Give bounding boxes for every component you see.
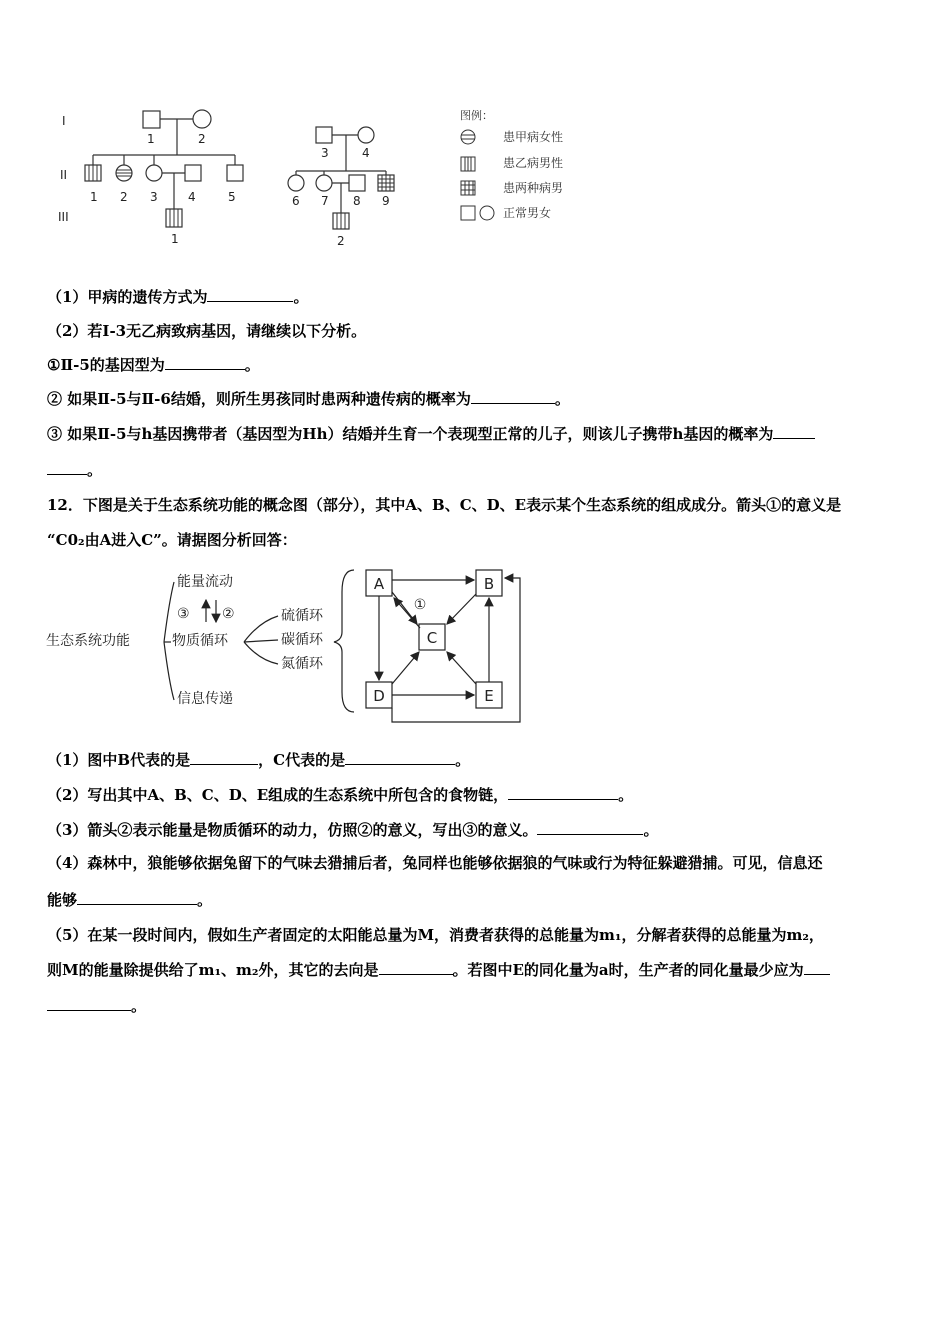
num-label: 1 [147, 132, 155, 146]
punct: 。 [618, 786, 634, 804]
gen-label-I: I [62, 114, 66, 128]
q11-part1-text: （1）甲病的遗传方式为 [47, 288, 208, 306]
q11-part2-sub1 [47, 355, 260, 375]
gen-label-III: III [58, 210, 69, 224]
punct: 。 [455, 751, 471, 769]
q11-part2: （2）若I-3无乙病致病基因，请继续以下分析。 [47, 322, 367, 340]
q12-part4-cont [47, 890, 212, 910]
pedigree-female-I4 [358, 127, 374, 143]
root-label: 生态系统功能 [46, 633, 130, 649]
arrow1-label: ① [413, 597, 427, 613]
num-label: 4 [362, 146, 370, 160]
q12-part5-text-b: 则M的能量除提供给了m₁、m₂外，其它的去向是 [47, 961, 379, 979]
answer-blank[interactable] [47, 460, 87, 475]
sulfur-cycle-label: 硫循环 [281, 608, 323, 624]
pedigree-male-I1 [143, 111, 160, 128]
punct: 。 [244, 356, 260, 374]
node-A: A [373, 575, 385, 593]
answer-blank[interactable] [207, 287, 293, 302]
arrow3-label: ③ [177, 606, 190, 622]
pedigree-female-I2 [193, 110, 211, 128]
num-label: 9 [382, 194, 390, 208]
nitrogen-cycle-label: 氮循环 [281, 656, 323, 672]
legend-item: 正常男女 [503, 206, 552, 220]
num-label: 2 [120, 190, 128, 204]
node-E: E [484, 687, 494, 705]
q12-part5-line2 [47, 960, 830, 980]
legend-item: 患两种病男 [503, 181, 564, 195]
q12-intro-line1: 12．下图是关于生态系统功能的概念图（部分），其中A、B、C、D、E表示某个生态系统的组成成分。箭头①的意义是 [47, 496, 842, 514]
carbon-cycle-label: 碳循环 [281, 632, 323, 648]
legend-item: 患乙病男性 [503, 156, 564, 170]
q11-sub1-text: ①Ⅱ-5的基因型为 [47, 356, 165, 374]
num-label: 8 [353, 194, 361, 208]
q12-part4-text-b: 能够 [47, 891, 78, 909]
punct: 。 [643, 821, 659, 839]
q11-sub2-text: ② 如果Ⅱ-5与Ⅱ-6结婚，则所生男孩同时患两种遗传病的概率为 [47, 390, 471, 408]
pedigree-male-II5 [227, 165, 243, 181]
answer-blank[interactable] [379, 960, 453, 975]
num-label: 5 [228, 190, 236, 204]
pedigree-female-II6 [288, 175, 304, 191]
node-C: C [426, 629, 438, 647]
answer-blank[interactable] [190, 750, 258, 765]
pedigree-legend [460, 108, 563, 220]
matter-cycle-label: 物质循环 [172, 633, 228, 649]
num-label: 4 [188, 190, 196, 204]
gen-label-II: II [60, 168, 68, 182]
energy-flow-label: 能量流动 [177, 574, 233, 590]
answer-blank[interactable] [77, 890, 197, 905]
node-B: B [483, 575, 495, 593]
pedigree-male-II4 [185, 165, 201, 181]
num-label: 3 [321, 146, 329, 160]
answer-blank[interactable] [345, 750, 455, 765]
node-D: D [373, 687, 385, 705]
num-label: 6 [292, 194, 300, 208]
q12-part4: （4）森林中，狼能够依据兔留下的气味去猎捕后者，兔同样也能够依据狼的气味或行为特征躲避猎捕。可见，信息还 [47, 854, 823, 872]
num-label: 1 [90, 190, 98, 204]
legend-item: 患甲病女性 [503, 130, 564, 144]
answer-blank[interactable] [537, 820, 643, 835]
answer-blank[interactable] [508, 785, 618, 800]
q11-part2-sub3-cont [47, 460, 102, 480]
q11-part2-sub3 [47, 424, 815, 444]
q12-part5-line3 [47, 996, 146, 1016]
pedigree-male-II8 [349, 175, 365, 191]
q12-part5-text-c: 。若图中E的同化量为a时，生产者的同化量最少应为 [452, 961, 804, 979]
answer-blank[interactable] [47, 996, 131, 1011]
q11-sub3-text: ③ 如果Ⅱ-5与h基因携带者（基因型为Hh）结婚并生育一个表现型正常的儿子，则该儿子携带h基因的概率为 [47, 425, 774, 443]
punct: 。 [197, 891, 213, 909]
pedigree-female-II7 [316, 175, 332, 191]
q12-part2 [47, 785, 633, 805]
info-transfer-label: 信息传递 [177, 691, 233, 707]
answer-blank[interactable] [773, 424, 815, 439]
punct: 。 [293, 288, 309, 306]
q12-intro-line2: “C0₂由A进入C”。请据图分析回答： [47, 531, 297, 549]
q12-part1 [47, 750, 470, 770]
punct: 。 [87, 461, 103, 479]
answer-blank[interactable] [804, 960, 830, 975]
punct: 。 [554, 390, 570, 408]
pedigree-female-II3 [146, 165, 162, 181]
q12-part1-text-b: ，C代表的是 [258, 751, 346, 769]
num-label: 1 [171, 232, 179, 246]
q12-part3 [47, 820, 658, 840]
answer-blank[interactable] [471, 389, 555, 404]
num-label: 7 [321, 194, 329, 208]
q12-part5: （5）在某一段时间内，假如生产者固定的太阳能总量为M，消费者获得的总能量为m₁，分解者获得的总能量为m₂， [47, 926, 824, 944]
num-label: 3 [150, 190, 158, 204]
ecosystem-concept-diagram [44, 562, 534, 734]
punct: 。 [131, 997, 147, 1015]
q12-part3-text: （3）箭头②表示能量是物质循环的动力，仿照②的意义，写出③的意义。 [47, 821, 538, 839]
num-label: 2 [337, 234, 345, 248]
num-label: 2 [198, 132, 206, 146]
legend-title: 图例： [460, 109, 493, 122]
pedigree-male-I3 [316, 127, 332, 143]
q12-part2-text: （2）写出其中A、B、C、D、E组成的生态系统中所包含的食物链， [47, 786, 509, 804]
q12-part1-text-a: （1）图中B代表的是 [47, 751, 191, 769]
q11-part2-sub2 [47, 389, 570, 409]
q11-part1 [47, 287, 308, 307]
pedigree-figure [40, 95, 600, 255]
answer-blank[interactable] [165, 355, 245, 370]
arrow2-label: ② [222, 606, 235, 622]
